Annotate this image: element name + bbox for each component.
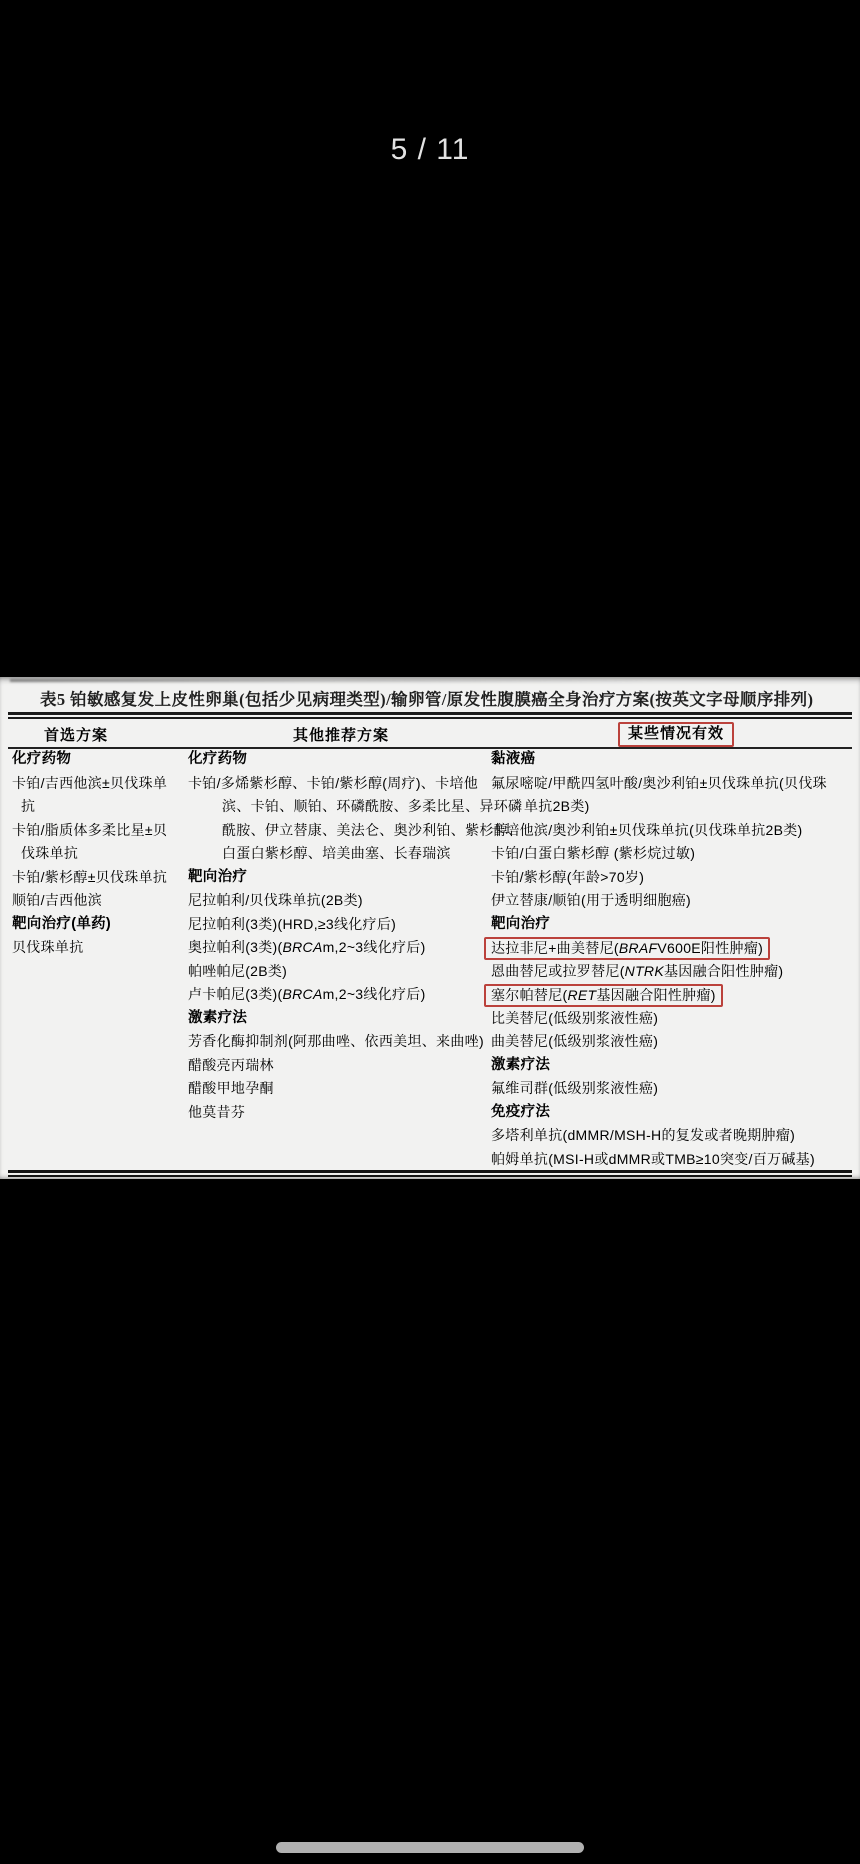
treatment-item bbox=[491, 936, 856, 960]
treatment-item: 奥拉帕利(3类)(BRCAm,2~3线化疗后) bbox=[188, 939, 426, 955]
treatment-item: 氟维司群(低级别浆液性癌) bbox=[491, 1080, 659, 1096]
treatment-item: 卢卡帕尼(3类)(BRCAm,2~3线化疗后) bbox=[188, 986, 426, 1002]
page-number-indicator: 5 / 11 bbox=[390, 133, 470, 166]
treatment-item: 醋酸亮丙瑞林 bbox=[188, 1056, 274, 1073]
section-header: 黏液癌 bbox=[491, 751, 536, 767]
section-header: 化疗药物 bbox=[188, 751, 248, 767]
treatment-item: 氟尿嘧啶/甲酰四氢叶酸/奥沙利铂±贝伐珠单抗(贝伐珠 bbox=[491, 774, 827, 791]
home-indicator[interactable] bbox=[276, 1842, 584, 1853]
treatment-item: 比美替尼(低级别浆液性癌) bbox=[491, 1009, 659, 1026]
treatment-item: 尼拉帕利(3类)(HRD,≥3线化疗后) bbox=[188, 915, 397, 932]
treatment-item: 滨、卡铂、顺铂、环磷酰胺、多柔比星、异环磷 bbox=[222, 798, 523, 814]
treatment-item: 单抗2B类) bbox=[524, 798, 590, 814]
treatment-item: 顺铂/吉西他滨 bbox=[12, 892, 102, 908]
section-header: 激素疗法 bbox=[188, 1009, 248, 1026]
section-header: 化疗药物 bbox=[12, 751, 72, 767]
highlight-red-box: 达拉非尼+曲美替尼(BRAFV600E阳性肿瘤) bbox=[484, 937, 770, 960]
section-header: 靶向治疗 bbox=[188, 868, 248, 885]
treatment-item bbox=[491, 983, 856, 1007]
table-bottom-rule bbox=[8, 1170, 852, 1177]
treatment-item: 卡铂/吉西他滨±贝伐珠单 bbox=[12, 774, 168, 791]
treatment-item: 贝伐珠单抗 bbox=[12, 939, 84, 955]
table-column-useful-in-certain-circumstances bbox=[491, 748, 856, 1171]
treatment-item: 多塔利单抗(dMMR/MSH-H的复发或者晚期肿瘤) bbox=[491, 1127, 796, 1143]
treatment-item: 他莫昔芬 bbox=[188, 1103, 246, 1120]
section-header: 激素疗法 bbox=[491, 1056, 551, 1073]
treatment-item: 卡铂/多烯紫杉醇、卡铂/紫杉醇(周疗)、卡培他 bbox=[188, 774, 479, 791]
treatment-item: 白蛋白紫杉醇、培美曲塞、长春瑞滨 bbox=[222, 845, 451, 861]
treatment-item: 卡铂/紫杉醇(年龄>70岁) bbox=[491, 868, 645, 885]
treatment-item: 醋酸甲地孕酮 bbox=[188, 1080, 274, 1096]
treatment-item: 帕姆单抗(MSI-H或dMMR或TMB≥10突变/百万碱基) bbox=[491, 1150, 815, 1167]
section-header: 靶向治疗(单药) bbox=[12, 915, 112, 932]
table-top-rule bbox=[8, 712, 852, 719]
table-title: 表5 铂敏感复发上皮性卵巢(包括少见病理类型)/输卵管/原发性腹膜癌全身治疗方案(按英文字母顺序排列) bbox=[40, 690, 814, 709]
treatment-item: 卡培他滨/奥沙利铂±贝伐珠单抗(贝伐珠单抗2B类) bbox=[491, 821, 803, 838]
treatment-item: 抗 bbox=[21, 798, 36, 814]
column-header-preferred: 首选方案 bbox=[44, 727, 109, 744]
treatment-item: 伊立替康/顺铂(用于透明细胞癌) bbox=[491, 892, 692, 908]
column-header-certain-circumstances-red-box: 某些情况有效 bbox=[618, 722, 734, 747]
treatment-item: 卡铂/脂质体多柔比星±贝 bbox=[12, 821, 168, 838]
table-header-row bbox=[0, 722, 860, 748]
scan-edge-artifact bbox=[10, 679, 655, 682]
treatment-item: 芳香化酶抑制剂(阿那曲唑、依西美坦、来曲唑) bbox=[188, 1033, 484, 1049]
section-header: 免疫疗法 bbox=[491, 1103, 551, 1120]
section-header: 靶向治疗 bbox=[491, 915, 551, 932]
treatment-item: 曲美替尼(低级别浆液性癌) bbox=[491, 1033, 659, 1049]
treatment-item: 伐珠单抗 bbox=[21, 845, 79, 861]
treatment-item: 酰胺、伊立替康、美法仑、奥沙利铂、紫杉醇、 bbox=[222, 821, 523, 838]
treatment-item: 帕唑帕尼(2B类) bbox=[188, 962, 288, 979]
table-column-preferred-regimens bbox=[12, 748, 188, 960]
treatment-item: 恩曲替尼或拉罗替尼(NTRK基因融合阳性肿瘤) bbox=[491, 962, 784, 979]
treatment-item: 卡铂/紫杉醇±贝伐珠单抗 bbox=[12, 868, 168, 885]
treatment-item: 卡铂/白蛋白紫杉醇 (紫杉烷过敏) bbox=[491, 845, 696, 861]
column-header-other-recommended: 其他推荐方案 bbox=[293, 727, 390, 744]
highlight-red-box: 塞尔帕替尼(RET基因融合阳性肿瘤) bbox=[484, 984, 723, 1007]
treatment-item: 尼拉帕利/贝伐珠单抗(2B类) bbox=[188, 892, 363, 908]
